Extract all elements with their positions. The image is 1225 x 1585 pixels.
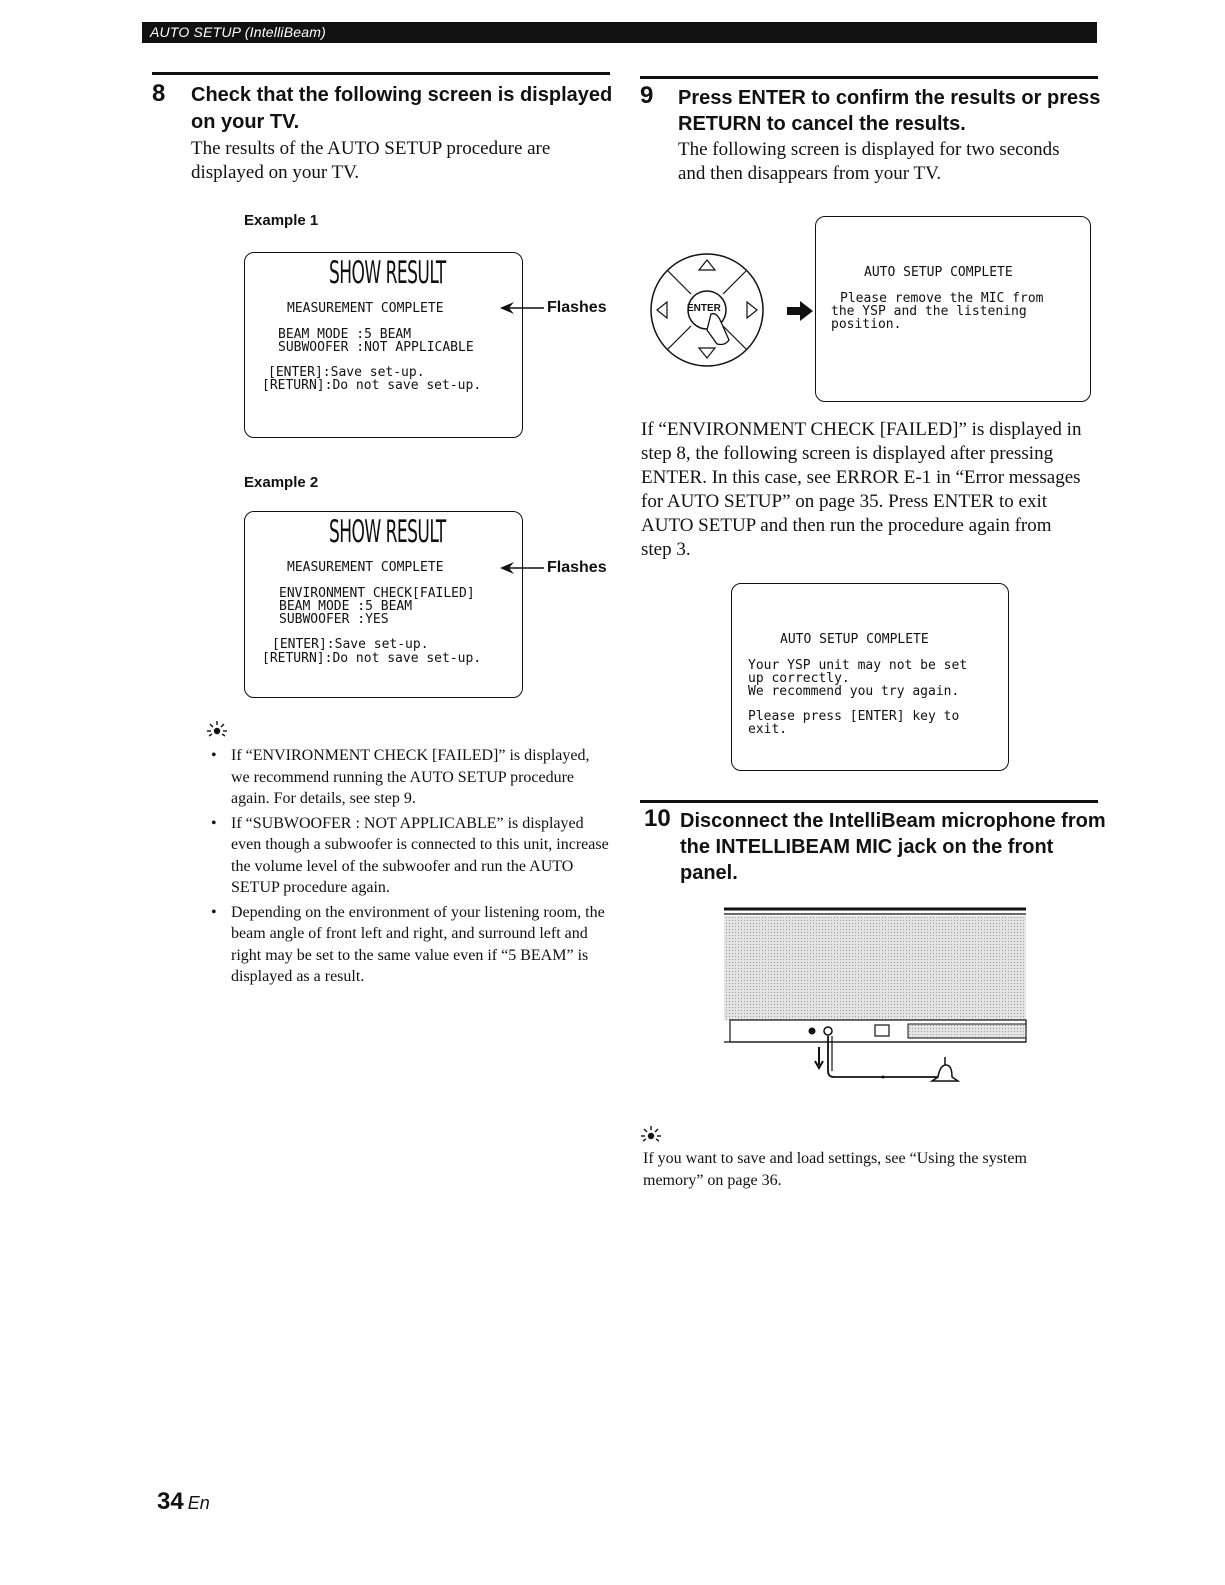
tip-right-line-2: memory” on page 36.: [643, 1172, 782, 1189]
step-8-number: 8: [152, 80, 166, 107]
step-9-number: 9: [640, 82, 654, 109]
microphone-icon: [932, 1065, 958, 1081]
error-screen-line-1: AUTO SETUP COMPLETE: [780, 632, 929, 647]
example-2-line-enter: [ENTER]:Save set-up.: [272, 637, 429, 652]
example-1-tv-screen: [244, 252, 523, 438]
step-9-title-line-1: Press ENTER to confirm the results or press: [678, 87, 1101, 109]
failed-paragraph-line-1: If “ENVIRONMENT CHECK [FAILED]” is displayed in: [641, 419, 1082, 440]
example-2-line-return: [RETURN]:Do not save set-up.: [262, 651, 482, 666]
tip-item-3: • Depending on the environment of your listening room, the beam angle of front left and right, and surround left and right may be set to the same value even if “5 BEAM” is displayed as a result.: [231, 902, 612, 988]
example-1-line-enter: [ENTER]:Save set-up.: [268, 365, 425, 380]
failed-paragraph-line-5: AUTO SETUP and then run the procedure again from: [641, 515, 1052, 536]
tip-lightbulb-icon-right: [640, 1125, 662, 1143]
auto-setup-complete-screen: [815, 216, 1091, 402]
step-8-body-line-1: The results of the AUTO SETUP procedure are: [191, 138, 551, 159]
step-10-title-line-1: Disconnect the IntelliBeam microphone from: [680, 810, 1106, 832]
step-9-rule: [640, 76, 1098, 79]
failed-paragraph-line-4: for AUTO SETUP” on page 35. Press ENTER to exit: [641, 491, 1047, 512]
up-arrow-icon: [699, 260, 715, 270]
example-1-screen-title: SHOW RESULT: [329, 255, 446, 291]
tip-right-text: [643, 1148, 1027, 1192]
auto-setup-error-screen: [731, 583, 1009, 771]
failed-paragraph-line-3: ENTER. In this case, see ERROR E-1 in “Error messages: [641, 467, 1081, 488]
enter-button-label: ENTER: [687, 303, 721, 314]
step-9-title-line-2: RETURN to cancel the results.: [678, 113, 966, 135]
example-2-flashes-label: Flashes: [547, 559, 607, 576]
example-2-label: Example 2: [244, 474, 319, 491]
example-2-screen-title: SHOW RESULT: [329, 514, 446, 550]
step-8-title-line-1: Check that the following screen is displayed: [191, 84, 613, 106]
complete-screen-line-1: AUTO SETUP COMPLETE: [864, 265, 1013, 280]
failed-paragraph-line-6: step 3.: [641, 539, 691, 560]
down-arrow-icon: [699, 348, 715, 358]
tips-list-left: [207, 745, 612, 991]
error-screen-line-4: We recommend you try again.: [748, 684, 960, 699]
error-screen-line-2: Your YSP unit may not be set: [748, 658, 968, 673]
step-9-body-line-1: The following screen is displayed for two seconds: [678, 139, 1060, 160]
front-panel-mic-jack-illustration: [720, 905, 1030, 1100]
right-arrow-icon: [747, 302, 757, 318]
complete-screen-line-2: Please remove the MIC from: [840, 291, 1044, 306]
step-10-rule: [640, 800, 1098, 803]
example-2-line-measurement: MEASUREMENT COMPLETE: [287, 560, 444, 575]
page-number: 34: [157, 1488, 184, 1515]
tip-item-1: • If “ENVIRONMENT CHECK [FAILED]” is displayed, we recommend running the AUTO SETUP procedure again. For details, see step 9.: [231, 745, 612, 810]
example-1-line-beam-mode: BEAM MODE :5 BEAM: [278, 327, 412, 342]
complete-screen-line-3: the YSP and the listening: [831, 304, 1027, 319]
section-header-title: AUTO SETUP (IntelliBeam): [150, 24, 326, 40]
mic-jack-icon: [824, 1027, 832, 1035]
failed-paragraph-line-2: step 8, the following screen is displayed after pressing: [641, 443, 1054, 464]
tip-right-line-1: If you want to save and load settings, see “Using the system: [643, 1150, 1027, 1167]
example-2-line-beam-mode: BEAM MODE :5 BEAM: [279, 599, 413, 614]
page-footer: [157, 1488, 210, 1516]
step-10-title-line-2: the INTELLIBEAM MIC jack on the front: [680, 836, 1054, 858]
tip-lightbulb-icon: [206, 720, 228, 738]
step-10-number: 10: [644, 805, 671, 832]
example-2-line-subwoofer: SUBWOOFER :YES: [279, 612, 389, 627]
failed-explanation-paragraph: [641, 418, 1101, 562]
example-1-flashes-label: Flashes: [547, 299, 607, 316]
step-9-body-line-2: and then disappears from your TV.: [678, 163, 942, 184]
step-8-title-line-2: on your TV.: [191, 111, 300, 133]
step-8-rule: [152, 72, 610, 75]
example-1-line-measurement: MEASUREMENT COMPLETE: [287, 301, 444, 316]
tip-item-2: • If “SUBWOOFER : NOT APPLICABLE” is displayed even though a subwoofer is connected to this unit, increase the volume level of the subwoofer and run the AUTO SETUP procedure again.: [231, 813, 612, 899]
error-screen-line-3: up correctly.: [748, 671, 850, 686]
error-screen-line-6: exit.: [748, 722, 788, 737]
error-screen-line-5: Please press [ENTER] key to: [748, 709, 960, 724]
complete-screen-line-4: position.: [831, 317, 902, 332]
example-1-line-return: [RETURN]:Do not save set-up.: [262, 378, 482, 393]
page-language: En: [187, 1493, 210, 1513]
left-arrow-icon: [657, 302, 667, 318]
example-1-flash-arrow-icon: [498, 300, 546, 316]
example-2-line-environment: ENVIRONMENT CHECK[FAILED]: [279, 586, 475, 601]
example-1-line-subwoofer: SUBWOOFER :NOT APPLICABLE: [278, 340, 474, 355]
step-10-title-line-3: panel.: [680, 862, 738, 884]
right-arrow-icon: [786, 300, 814, 322]
example-2-tv-screen: [244, 511, 523, 698]
example-2-flash-arrow-icon: [498, 560, 546, 576]
down-arrow-icon: [815, 1047, 823, 1068]
example-1-label: Example 1: [244, 212, 319, 229]
step-8-body-line-2: displayed on your TV.: [191, 162, 360, 183]
